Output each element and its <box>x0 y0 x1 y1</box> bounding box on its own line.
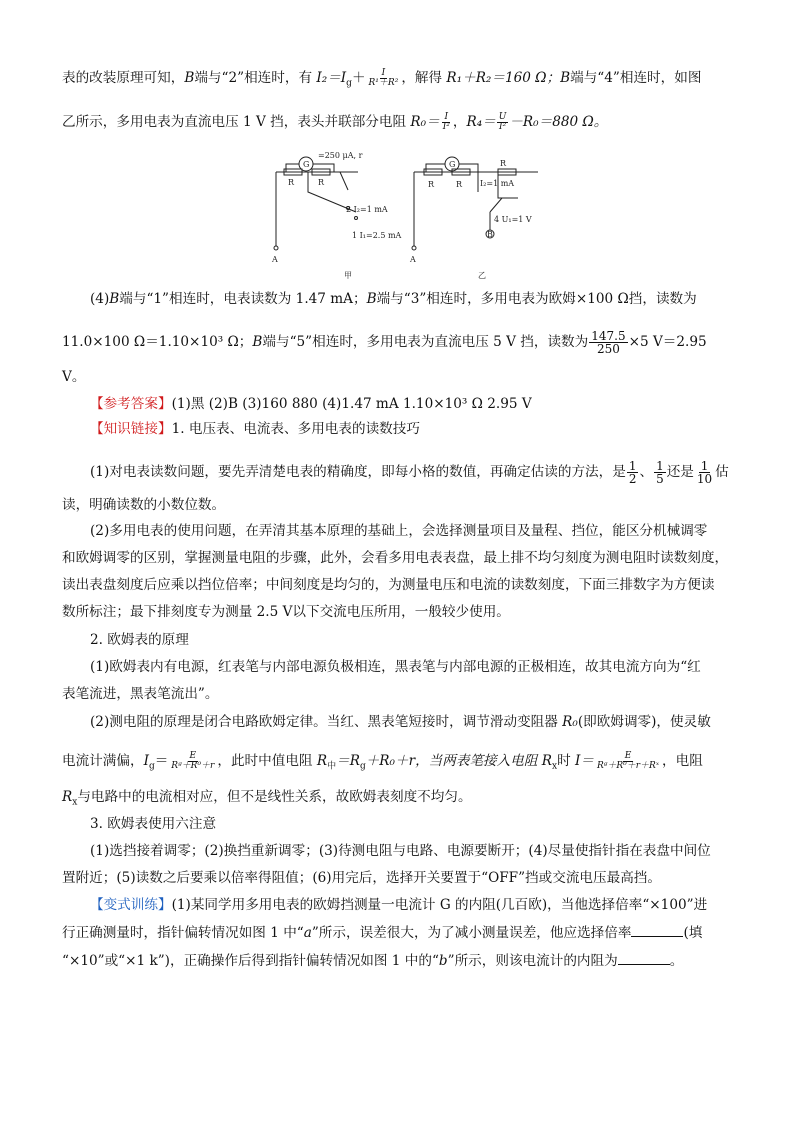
text: (1)对电表读数问题，要先弄清楚电表的精确度，即每小格的数值，再确定估读的方法，是 <box>90 464 626 480</box>
fraction: $\frac{I}{\text{I²}}$ <box>442 112 450 132</box>
knowledge-title-3: 3. 欧姆表使用六注意 <box>90 816 217 832</box>
knowledge-p2-line3: 读出表盘刻度后应乘以挡位倍率；中间刻度是均匀的，为测量电压和电流的读数刻度，下面三排数字为方便读 <box>62 577 715 593</box>
text: ， <box>452 114 467 130</box>
fraction: $\frac{1}{10}$ <box>696 459 713 486</box>
resistor-label: R <box>288 178 295 187</box>
fraction: $\frac{E}{\text{Rᵍ＋R⁰＋r}}$ <box>171 751 215 771</box>
para2-line1 <box>90 289 697 309</box>
text: 读，明确读数的小数位数。 <box>62 497 226 513</box>
resistor-label: R <box>428 180 435 189</box>
text: (4) <box>90 291 110 307</box>
section-title: 1. 电压表、电流表、多用电表的读数技巧 <box>171 421 420 437</box>
answer-blank-2[interactable] <box>618 950 670 965</box>
text: ，解得 <box>401 70 447 86</box>
knowledge-p1-line2 <box>62 495 225 515</box>
terminal-label: A <box>410 255 416 264</box>
formula: R₁＋R₂＝160 Ω； <box>446 70 561 86</box>
fraction: $\frac{1}{5}$ <box>656 459 664 486</box>
terminal-label: A <box>272 255 278 264</box>
formula: R₄＝ <box>466 114 496 130</box>
galvanometer-label: G <box>449 160 456 169</box>
text: 乙所示，多用电表为直流电压 1 V 挡，表头并联部分电阻 <box>62 114 411 130</box>
current-label: 1 I₁=2.5 mA <box>352 231 402 240</box>
subscript: g <box>346 78 352 89</box>
galvanometer-label: G <box>303 160 310 169</box>
formula: I₂＝I <box>316 70 347 86</box>
fraction: $\frac{E}{\text{Rᵍ＋R⁰＋r＋Rˣ}}$ <box>596 751 660 771</box>
variant-line1: 【变式训练】(1)某同学用多用电表的欧姆挡测量一电流计 G 的内阻(几百欧)，当他选择倍率“×100”进 <box>90 897 708 913</box>
text: 端与“3”相连时，多用电表为欧姆×100 Ω挡，读数为 <box>376 291 697 307</box>
text: 端与“4”相连时，如图 <box>570 70 702 86</box>
knowledge-p2-line4: 数所标注；最下排刻度专为测量 2.5 V以下交流电压所用，一般较少使用。 <box>62 604 510 620</box>
figure-label: =250 μA, r <box>318 151 363 160</box>
knowledge-p5-line1: (1)选挡接着调零；(2)换挡重新调零；(3)待测电阻与电路、电源要断开；(4)尽量使指针指在表盘中间位 <box>90 843 711 859</box>
formula: －R₀＝880 Ω。 <box>509 114 608 130</box>
knowledge-p1-line1: (1)对电表读数问题，要先弄清楚电表的精确度，即每小格的数值，再确定估读的方法，是 $\frac{1}{2}$ 、 $\frac{1}{5}$ 还是 $\frac{1}{10}$ 估 <box>90 459 729 486</box>
knowledge-title-2: 2. 欧姆表的原理 <box>90 632 189 648</box>
resistor-label: R <box>318 178 325 187</box>
fraction: $\frac{U}{\text{I²}}$ <box>498 112 507 132</box>
variant-line2: 行正确测量时，指针偏转情况如图 1 中“a”所示，误差很大，为了减小测量误差，他应选择倍率 (填 <box>62 922 702 943</box>
knowledge-p2-line2: 和欧姆调零的区别，掌握测量电阻的步骤，此外，会看多用电表表盘，最上排不均匀刻度为测电阻时读数刻度， <box>62 550 729 566</box>
knowledge-p4-line1: (2)测电阻的原理是闭合电路欧姆定律。当红、黑表笔短接时，调节滑动变阻器 R₀(即欧姆调零)，使灵敏 <box>90 714 711 730</box>
para2-line2 <box>62 330 707 355</box>
knowledge-p3-line1: (1)欧姆表内有电源，红表笔与内部电源负极相连，黑表笔与内部电源的正极相连，故其电流方向为“红 <box>90 659 701 675</box>
text: B <box>109 291 120 307</box>
para2-line3 <box>62 367 85 387</box>
formula: R₀＝ <box>410 114 440 130</box>
text: B <box>252 334 263 350</box>
text: 表的改装原理可知， <box>62 70 185 86</box>
variant-tag: 【变式训练】 <box>90 897 172 913</box>
text: B <box>560 70 571 86</box>
answer-blank-1[interactable] <box>631 922 683 937</box>
knowledge-p4-line3: $R_x$与电路中的电流相对应，但不是线性关系，故欧姆表刻度不均匀。 <box>62 789 472 808</box>
fraction: $\frac{I}{\text{R¹＋R²}}$ <box>368 68 399 88</box>
text: ＋ <box>351 70 366 86</box>
knowledge-p2-line1: (2)多用电表的使用问题，在弄清其基本原理的基础上，会选择测量项目及量程、挡位，能区分机械调零 <box>90 523 708 539</box>
knowledge-p3-line2: 表笔流进，黑表笔流出”。 <box>62 686 219 702</box>
variant-line3: “×10”或“×1 k”)，正确操作后得到指针偏转情况如图 1 中的“b”所示，则该电流计的内阻为 。 <box>62 950 683 971</box>
answer-tag: 【参考答案】 <box>90 396 172 412</box>
text: B <box>184 70 195 86</box>
text: V。 <box>62 369 86 385</box>
answer-text: (1)黑 (2)B (3)160 880 (4)1.47 mA 1.10×10³ Ω 2.95 V <box>171 396 532 412</box>
voltage-label: 4 U₁=1 V <box>494 215 532 224</box>
resistor-label: R <box>456 180 463 189</box>
terminal-label: B <box>487 230 493 239</box>
resistor-label: R <box>500 159 507 168</box>
knowledge-tag: 【知识链接】 <box>90 421 172 437</box>
answer-line <box>90 394 532 414</box>
figure-caption: 乙 <box>478 271 486 280</box>
text: 11.0×100 Ω＝1.10×10³ Ω； <box>62 334 253 350</box>
current-label: 2 I₂=1 mA <box>346 205 388 214</box>
text: 端与“2”相连时，有 <box>194 70 317 86</box>
text: 端与“5”相连时，多用电表为直流电压 5 V 挡，读数为 <box>262 334 589 350</box>
current-label: I₂=1 mA <box>480 179 515 188</box>
knowledge-title <box>90 419 420 439</box>
text: ×5 V＝2.95 <box>628 334 707 350</box>
text: 端与“1”相连时，电表读数为 1.47 mA； <box>119 291 367 307</box>
para1-line1 <box>62 68 701 88</box>
knowledge-p4-line2: 电流计满偏，$I_g=$ $\frac{E}{\text{Rᵍ＋R⁰＋r}}$ ，此时中值电阻 $R_中=R_g+R_0+r$，当两表笔接入电阻 $R_x$时 I＝ $\frac{E}{\text{Rᵍ＋R⁰＋r＋Rˣ}}$ ，电阻 <box>62 751 703 772</box>
fraction: $\frac{1}{2}$ <box>628 459 637 486</box>
text: B <box>366 291 377 307</box>
fraction: $\frac{147.5}{250}$ <box>591 329 626 356</box>
para1-line2 <box>62 112 607 132</box>
figure-caption: 甲 <box>344 271 352 280</box>
circuit-figure <box>268 150 558 285</box>
knowledge-p5-line2: 置附近；(5)读数之后要乘以倍率得阻值；(6)用完后，选择开关要置于“OFF”挡或交流电压最高挡。 <box>62 870 661 886</box>
